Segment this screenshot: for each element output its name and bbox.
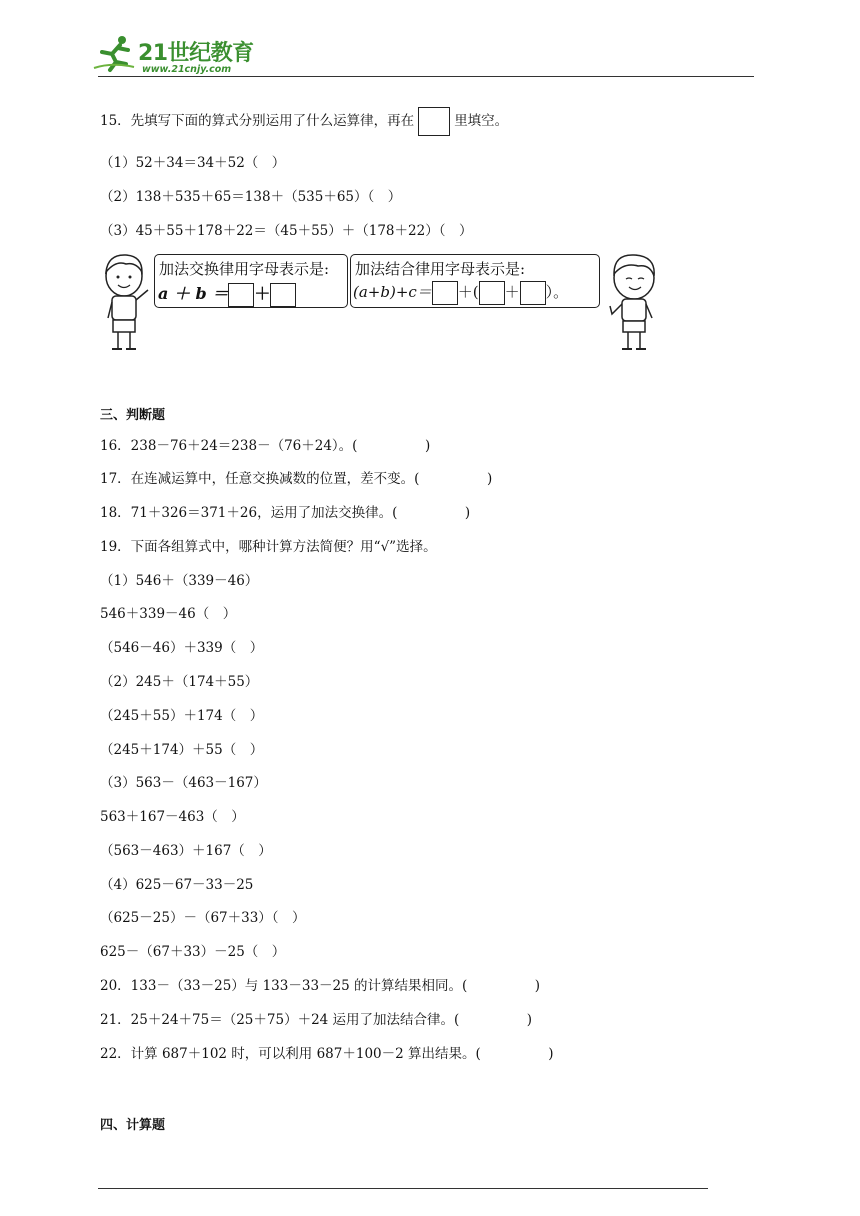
site-logo: [92, 34, 262, 78]
boy-left-illustration: [98, 250, 156, 354]
q19-line: （1）546＋（339－46）: [100, 573, 259, 589]
section-title-calculation: 四、计算题: [100, 1118, 166, 1133]
answer-box[interactable]: [479, 281, 505, 305]
header-divider: [98, 76, 754, 77]
answer-box[interactable]: [270, 283, 296, 307]
q15-item-2: （2）138＋535＋65＝138＋（535＋65）（ ）: [100, 189, 402, 205]
q17: 17．在连减运算中，任意交换减数的位置，差不变。( ): [100, 471, 493, 487]
runner-logo-icon: [92, 34, 136, 74]
q19-line: 625－（67＋33）－25（ ）: [100, 944, 286, 960]
q19-line: （625－25）－（67＋33）（ ）: [100, 910, 306, 926]
answer-box[interactable]: [432, 281, 458, 305]
speech-bubble-commutative: [154, 254, 348, 308]
q22: 22．计算 687＋102 时，可以利用 687＋100－2 算出结果。( ): [100, 1046, 554, 1062]
q20: 20．133－（33－25）与 133－33－25 的计算结果相同。( ): [100, 978, 541, 994]
q19-line: 563＋167－463（ ）: [100, 809, 245, 825]
q19-line: （245＋174）＋55（ ）: [100, 742, 264, 758]
logo-text: 21世纪教育: [138, 41, 254, 66]
q19-stem: 19．下面各组算式中，哪种计算方法简便？用“√”选择。: [100, 539, 437, 555]
answer-box[interactable]: [418, 107, 450, 136]
q19-line: （546－46）＋339（ ）: [100, 640, 264, 656]
q15-item-1: （1）52＋34＝34＋52（ ）: [100, 155, 286, 171]
q15-stem: 15．先填写下面的算式分别运用了什么运算律，再在 里填空。: [100, 106, 508, 136]
q16: 16．238－76＋24＝238－（76＋24）。( ): [100, 438, 431, 454]
q18: 18．71＋326＝371＋26，运用了加法交换律。( ): [100, 505, 471, 521]
q19-line: （563－463）＋167（ ）: [100, 843, 272, 859]
commutative-caption: 加法交换律用字母表示是:: [159, 260, 330, 278]
logo-url: www.21cnjy.com: [142, 64, 232, 75]
speech-bubble-associative: [350, 254, 600, 308]
answer-box[interactable]: [520, 281, 546, 305]
q19-line: 546＋339－46（ ）: [100, 606, 237, 622]
q19-line: （3）563－（463－167）: [100, 775, 267, 791]
associative-formula: (a+b)+c＝ ＋( ＋ ）。: [353, 281, 568, 305]
commutative-formula: a ＋ b ＝ ＋: [158, 281, 296, 307]
q19-line: （2）245＋（174＋55）: [100, 674, 259, 690]
boy-right-illustration: [602, 250, 664, 354]
q19-line: （245＋55）＋174（ ）: [100, 708, 264, 724]
answer-box[interactable]: [228, 283, 254, 307]
q15-item-3: （3）45＋55＋178＋22＝（45＋55）＋（178＋22）（ ）: [100, 223, 473, 239]
section-title-judgement: 三、判断题: [100, 408, 166, 423]
footer-divider: [98, 1188, 708, 1189]
associative-caption: 加法结合律用字母表示是:: [355, 260, 526, 278]
q19-line: （4）625－67－33－25: [100, 877, 254, 893]
q21: 21．25＋24＋75＝（25＋75）＋24 运用了加法结合律。( ): [100, 1012, 533, 1028]
